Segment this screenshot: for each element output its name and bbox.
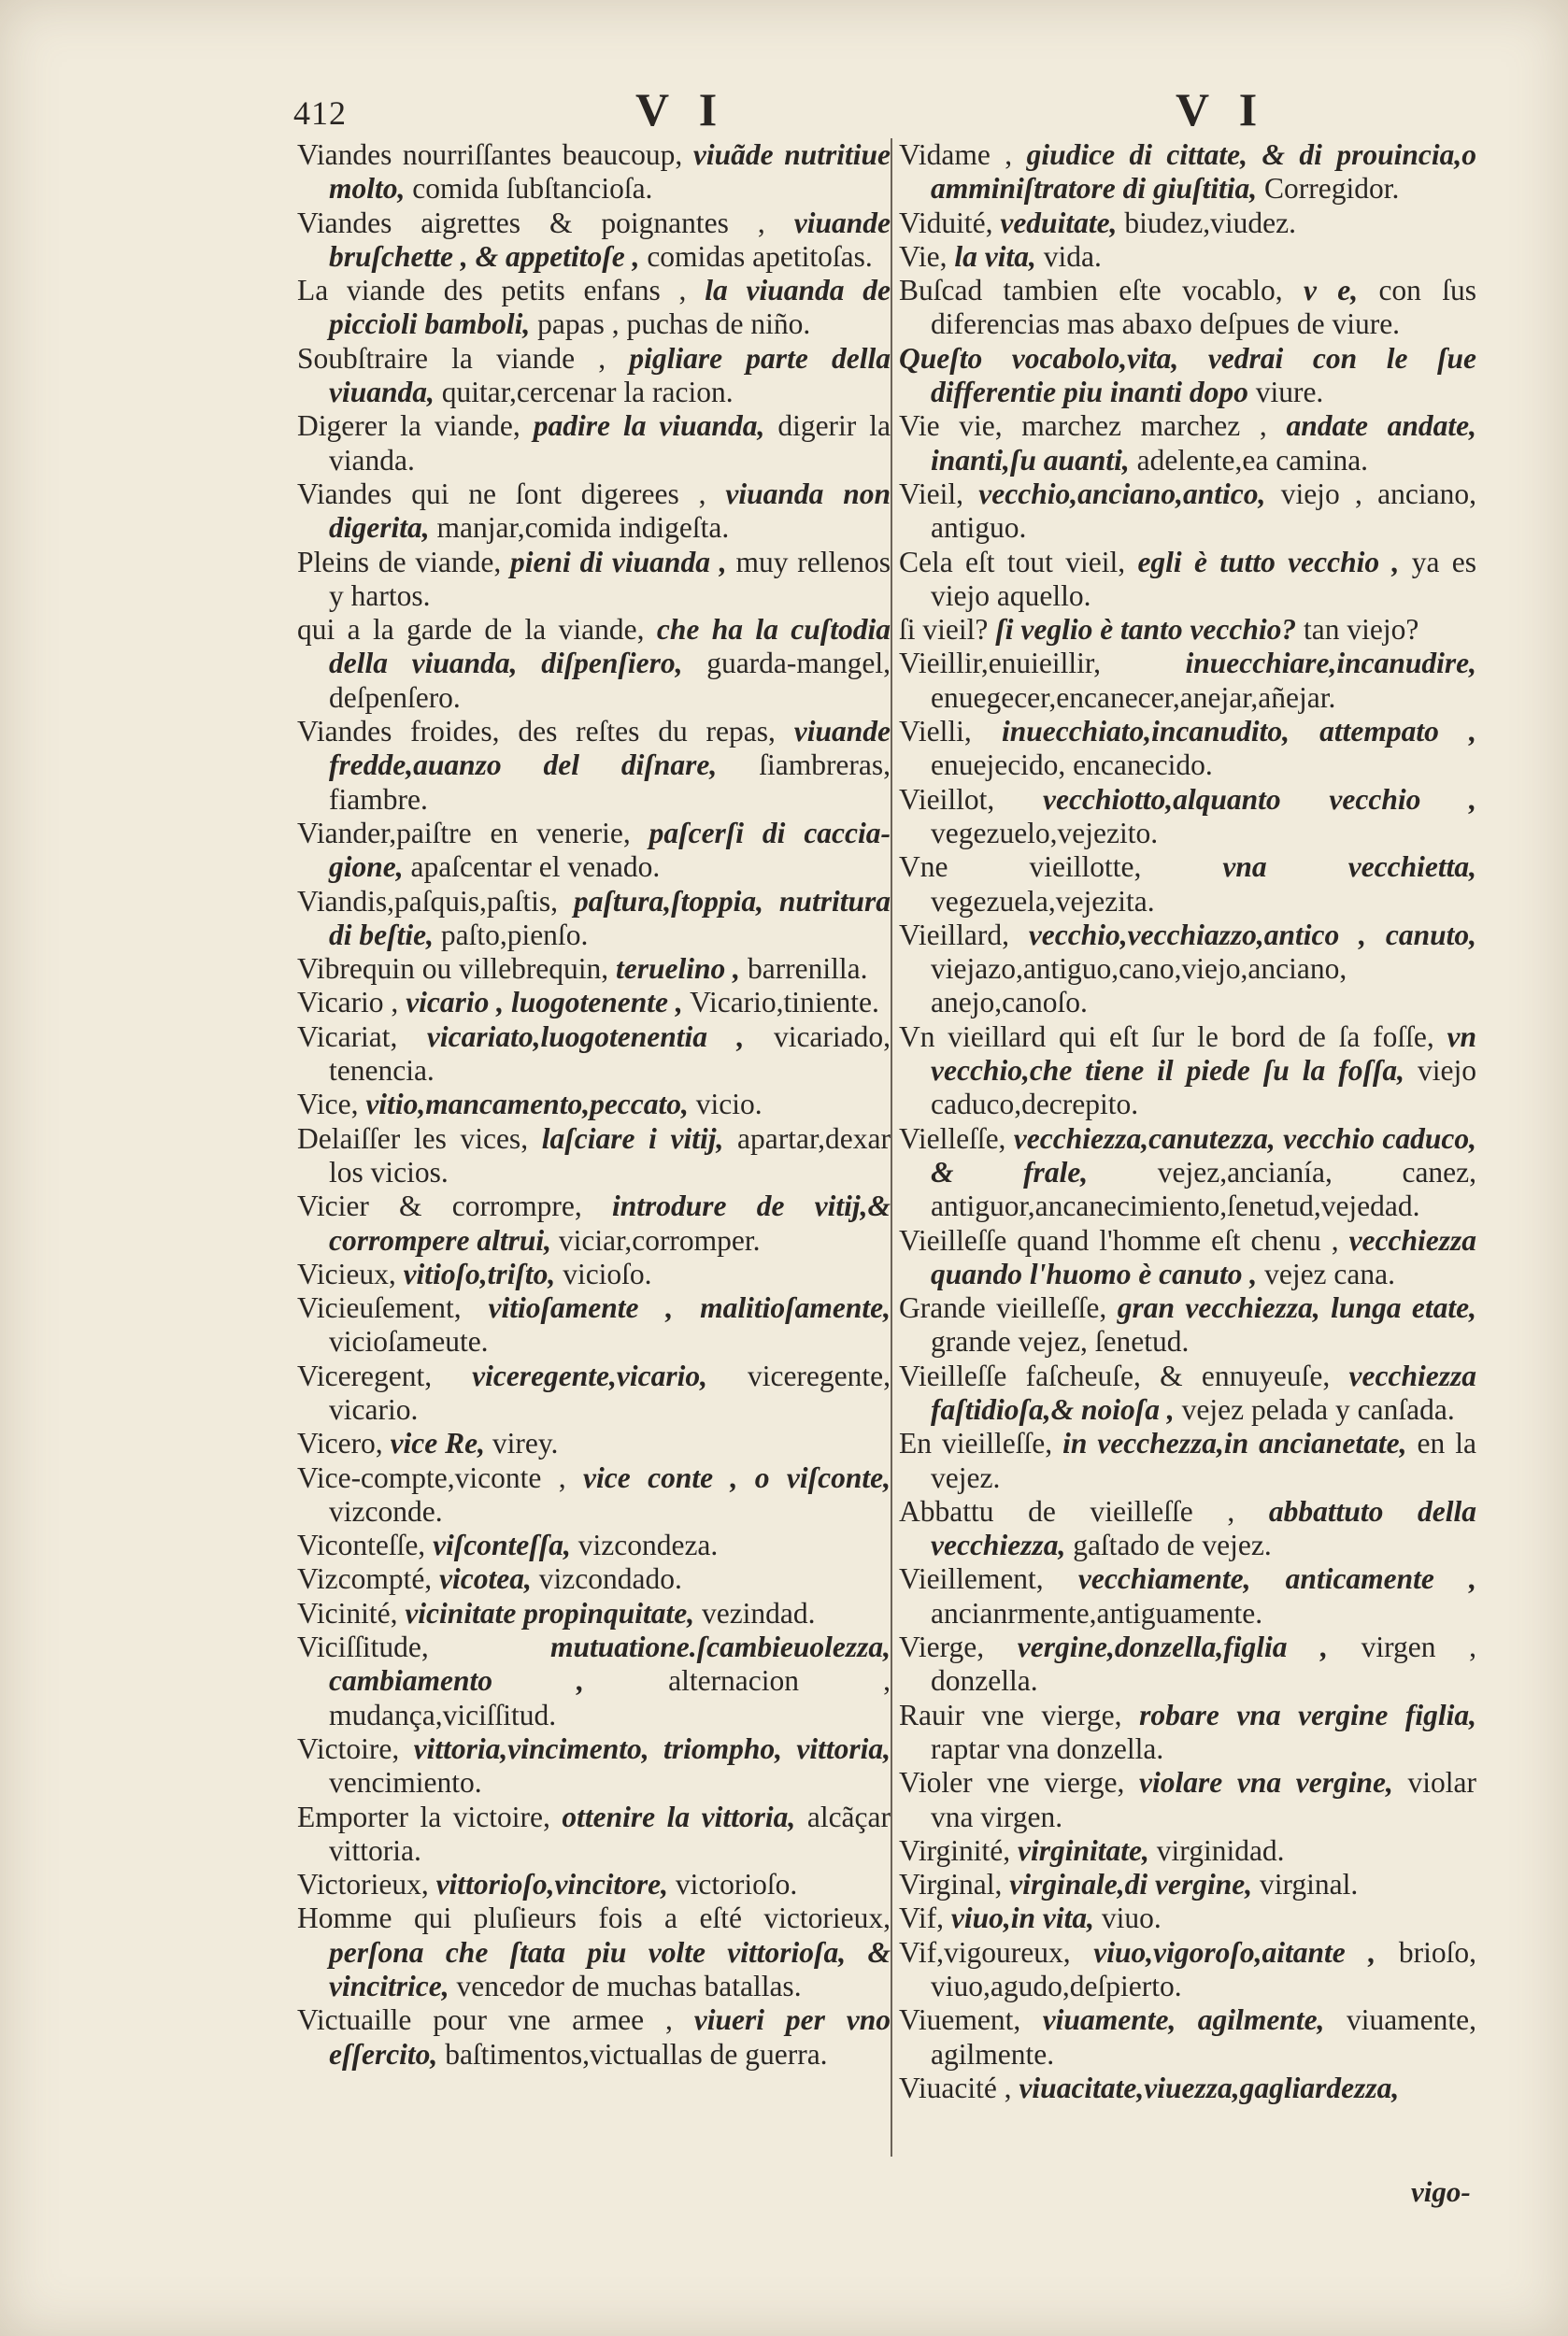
- entry-french: Viciſſitude,: [297, 1631, 429, 1664]
- entry-french: Virginité,: [899, 1833, 1011, 1867]
- entry-spanish: vida.: [1043, 239, 1102, 273]
- entry-french: En vieilleſſe,: [899, 1427, 1053, 1460]
- running-head-right: V I: [1176, 83, 1267, 135]
- dictionary-entry: [297, 1360, 891, 1428]
- entry-french: Vne vieillotte,: [899, 850, 1142, 884]
- entry-spanish: ſiambreras, fiambre.: [329, 748, 891, 816]
- entry-french: Rauir vne vierge,: [899, 1698, 1122, 1731]
- entry-italian: egli è tutto vecchio ,: [1137, 545, 1400, 578]
- entry-french: qui a la garde de la viande,: [297, 613, 645, 647]
- entry-french: Vice-compte,viconte ,: [297, 1460, 566, 1494]
- entry-french: Viandes aigrettes & poignantes ,: [297, 206, 765, 239]
- entry-french: Vidame ,: [899, 138, 1013, 171]
- entry-spanish: enuejecido, encanecido.: [931, 748, 1213, 782]
- entry-spanish: vicioſameute.: [329, 1325, 489, 1359]
- entry-french: Vieilleſſe faſcheuſe, & ennuyeuſe,: [899, 1359, 1331, 1392]
- entry-italian: vecchio,vecchiazzo,antico , canuto,: [1028, 918, 1476, 951]
- entry-italian: gran vecchiezza, lunga etate,: [1117, 1291, 1477, 1325]
- entry-spanish: vegezuelo,vejezito.: [931, 816, 1159, 849]
- entry-italian: viuande fredde,auanzo del diſnare,: [329, 715, 891, 782]
- entry-italian: viſconteſſa,: [433, 1529, 571, 1562]
- dictionary-entry: [899, 1631, 1476, 1699]
- entry-spanish: viejo , anciano, antiguo.: [931, 477, 1477, 545]
- entry-spanish: vencedor de muchas batallas.: [456, 1970, 802, 2003]
- entry-french: Viandes froides, des reſtes du repas,: [297, 715, 776, 748]
- entry-french: Viuement,: [899, 2003, 1021, 2037]
- entry-french: Viconteſſe,: [297, 1529, 426, 1562]
- entry-spanish: vejez pelada y canſada.: [1181, 1392, 1455, 1426]
- entry-spanish: grande vejez, ſenetud.: [931, 1325, 1190, 1359]
- entry-italian: laſciare i vitij,: [541, 1121, 724, 1155]
- entry-italian: vicinitate propinquitate,: [405, 1596, 695, 1630]
- dictionary-entry: [297, 1020, 891, 1089]
- entry-french: Vicier & corrompre,: [297, 1189, 582, 1223]
- dictionary-entry: [297, 986, 891, 1019]
- entry-italian: viceregente,vicario,: [472, 1359, 708, 1392]
- entry-italian: vergine,donzella,figlia ,: [1017, 1631, 1328, 1664]
- entry-italian: vicotea,: [439, 1562, 532, 1596]
- entry-italian: violare vna vergine,: [1139, 1766, 1393, 1800]
- dictionary-entry: [297, 1291, 891, 1360]
- entry-spanish: virginidad.: [1156, 1833, 1285, 1867]
- entry-spanish: viceregente, vicario.: [329, 1359, 891, 1426]
- entry-french: Viceregent,: [297, 1359, 433, 1392]
- entry-spanish: viejo caduco,decrepito.: [931, 1054, 1477, 1121]
- entry-french: Abbattu de vieilleſſe ,: [899, 1494, 1235, 1528]
- entry-italian: mutuatione.ſcambieuolezza, cambiamento ,: [329, 1631, 891, 1698]
- page-number: 412: [293, 94, 347, 132]
- entry-spanish: vejez,ancianía, canez, antiguor,ancanecimiento,ſenetud,vejedad.: [931, 1155, 1477, 1223]
- dictionary-entry: [297, 1801, 891, 1869]
- dictionary-entry: [899, 1291, 1476, 1360]
- dictionary-entry: [297, 1427, 891, 1460]
- entry-french: Vieillement,: [899, 1562, 1044, 1596]
- entry-french: Vizcompté,: [297, 1562, 433, 1596]
- entry-spanish: con ſus diferencias mas abaxo deſpues de viure.: [931, 274, 1477, 341]
- entry-italian: viuo,in vita,: [950, 1902, 1094, 1935]
- dictionary-entry: [899, 1868, 1476, 1902]
- running-head-left: V I: [635, 83, 727, 135]
- dictionary-entry: [297, 613, 891, 715]
- dictionary-entry: [899, 240, 1476, 274]
- dictionary-entry: [297, 1258, 891, 1291]
- entry-italian: pieni di viuanda ,: [510, 545, 727, 578]
- dictionary-entry: [297, 342, 891, 410]
- entry-french: Vierge,: [899, 1631, 985, 1664]
- entry-french: Vicero,: [297, 1427, 383, 1460]
- dictionary-entry: [899, 919, 1476, 1020]
- entry-french: Vielli,: [899, 715, 972, 748]
- entry-french: Grande vieilleſſe,: [899, 1291, 1107, 1325]
- dictionary-entry: [899, 715, 1476, 783]
- entry-spanish: Vicario,tiniente.: [690, 986, 879, 1019]
- dictionary-entry: [297, 1461, 891, 1530]
- entry-spanish: baſtimentos,victuallas de guerra.: [445, 2037, 828, 2071]
- entry-spanish: virginal.: [1260, 1868, 1359, 1902]
- entry-italian: vicario , luogotenente ,: [406, 986, 683, 1019]
- dictionary-entry: [297, 952, 891, 986]
- dictionary-entry: [899, 1766, 1476, 1834]
- entry-french: Viandes nourriſſantes beaucoup,: [297, 138, 683, 171]
- entry-italian: giudice di cittate, & di prouincia,o amminiſtratore di giuſtitia,: [931, 138, 1476, 206]
- entry-spanish: adelente,ea camina.: [1136, 443, 1369, 477]
- entry-french: Viuacité ,: [899, 2071, 1012, 2104]
- entry-spanish: alternacion , mudança,viciſſitud.: [329, 1664, 891, 1731]
- entry-spanish: vencimiento.: [329, 1766, 482, 1800]
- entry-italian: vittorioſo,vincitore,: [435, 1868, 669, 1902]
- dictionary-entry: [297, 207, 891, 275]
- entry-french: Digerer la viande,: [297, 409, 520, 443]
- entry-spanish: biudez,viudez.: [1124, 206, 1296, 239]
- entry-italian: andate andate, inanti,ſu auanti,: [931, 409, 1477, 477]
- entry-italian: vecchiezza quando l'huomo è canuto ,: [931, 1223, 1477, 1290]
- entry-spanish: vizcondeza.: [577, 1529, 719, 1562]
- dictionary-entry: [297, 1122, 891, 1190]
- entry-spanish: ya es viejo aquello.: [931, 545, 1477, 612]
- entry-spanish: gaſtado de vejez.: [1073, 1529, 1272, 1562]
- entry-spanish: vezindad.: [701, 1596, 816, 1630]
- entry-spanish: violar vna virgen.: [931, 1766, 1477, 1833]
- entry-spanish: victorioſo.: [675, 1868, 798, 1902]
- entry-french: Victoire,: [297, 1731, 400, 1765]
- entry-italian: vitio,mancamento,peccato,: [365, 1088, 689, 1121]
- entry-spanish: digerir la vianda.: [329, 409, 891, 477]
- entry-spanish: ancianrmente,antiguamente.: [931, 1596, 1263, 1630]
- entry-spanish: muy rellenos y hartos.: [329, 545, 891, 612]
- entry-spanish: virgen , donzella.: [931, 1631, 1477, 1698]
- entry-italian: paſtura,ſtoppia, nutritura di beſtie,: [329, 884, 891, 951]
- dictionary-entry: [899, 1562, 1476, 1631]
- dictionary-entry: [297, 715, 891, 817]
- entry-spanish: viuo.: [1101, 1902, 1162, 1935]
- entry-french: Victuaille pour vne armee ,: [297, 2003, 673, 2037]
- entry-spanish: enuegecer,encanecer,anejar,añejar.: [931, 680, 1336, 714]
- entry-spanish: barrenilla.: [747, 952, 868, 986]
- entry-french: Soubſtraire la viande ,: [297, 341, 606, 375]
- catchword: vigo-: [1411, 2175, 1471, 2208]
- dictionary-entry: [297, 1868, 891, 1902]
- entry-spanish: paſto,pienſo.: [440, 918, 589, 951]
- entry-spanish: Corregidor.: [1264, 172, 1400, 206]
- dictionary-entry: [297, 1088, 891, 1121]
- entry-french: Viandis,paſquis,paſtis,: [297, 884, 558, 918]
- entry-italian: padire la viuanda,: [533, 409, 765, 443]
- dictionary-entry: [899, 1360, 1476, 1428]
- entry-italian: ſi veglio è tanto vecchio?: [995, 613, 1297, 647]
- entry-french: Vif,: [899, 1902, 944, 1935]
- entry-italian: vecchiezza,canutezza, vecchio caduco, & frale,: [931, 1121, 1477, 1189]
- entry-french: Cela eſt tout vieil,: [899, 545, 1126, 578]
- entry-italian: inuecchiare,incanudire,: [1185, 647, 1476, 680]
- entry-italian: viuacitate,viuezza,gagliardezza,: [1019, 2071, 1400, 2104]
- entry-spanish: vegezuela,vejezita.: [931, 884, 1155, 918]
- dictionary-entry: [297, 1902, 891, 2003]
- dictionary-entry: [899, 647, 1476, 715]
- entry-italian: virginitate,: [1018, 1833, 1149, 1867]
- entry-italian: la viuanda de piccioli bamboli,: [329, 274, 891, 341]
- dictionary-entry: [297, 1631, 891, 1732]
- dictionary-entry: [297, 1597, 891, 1631]
- left-column: [297, 138, 891, 2072]
- entry-italian: vicariato,luogotenentia ,: [426, 1019, 745, 1053]
- entry-spanish: vejez cana.: [1264, 1257, 1395, 1290]
- entry-italian: introdure de vitij,& corrompere altrui,: [329, 1189, 891, 1257]
- dictionary-entry: [297, 817, 891, 885]
- entry-italian: viueri per vno eſſercito,: [329, 2003, 891, 2071]
- entry-spanish: apartar,dexar los vicios.: [329, 1121, 891, 1189]
- dictionary-entry: [899, 613, 1476, 647]
- right-column: [899, 138, 1476, 2105]
- entry-french: Vicinité,: [297, 1596, 398, 1630]
- entry-french: Homme qui pluſieurs fois a eſté victorieux,: [297, 1902, 891, 1935]
- entry-italian: in vecchezza,in ancianetate,: [1062, 1427, 1407, 1460]
- entry-french: Vibrequin ou villebrequin,: [297, 952, 609, 986]
- dictionary-entry: [297, 2003, 891, 2072]
- entry-italian: vecchio,anciano,antico,: [978, 477, 1266, 510]
- dictionary-entry: [297, 1732, 891, 1801]
- entry-italian: vecchiamente, anticamente ,: [1077, 1562, 1477, 1596]
- dictionary-entry: [899, 2003, 1476, 2072]
- entry-italian: vecchiezza faſtidioſa,& noioſa ,: [931, 1359, 1476, 1426]
- entry-french: Vicariat,: [297, 1019, 398, 1053]
- entry-french: Vie,: [899, 239, 948, 273]
- entry-italian: veduitate,: [1000, 206, 1118, 239]
- dictionary-entry: [899, 207, 1476, 240]
- entry-spanish: vicariado, tenencia.: [329, 1019, 891, 1088]
- entry-italian: virginale,di vergine,: [1009, 1868, 1253, 1902]
- dictionary-entry: [899, 1427, 1476, 1495]
- entry-french: Vicieuſement,: [297, 1291, 462, 1325]
- dictionary-entry: [297, 477, 891, 546]
- entry-italian: vitioſamente , malitioſamente,: [488, 1291, 891, 1325]
- entry-italian: viuande bruſchette , & appetitoſe ,: [329, 206, 891, 273]
- entry-spanish: apaſcentar el venado.: [410, 850, 661, 884]
- dictionary-entry: [297, 546, 891, 614]
- entry-french: Vie vie, marchez marchez ,: [899, 409, 1267, 443]
- entry-french: La viande des petits enfans ,: [297, 274, 687, 307]
- entry-italian: la vita,: [954, 239, 1036, 273]
- dictionary-entry: [899, 783, 1476, 851]
- entry-italian: teruelino ,: [616, 952, 741, 986]
- column-divider: [891, 138, 892, 2157]
- entry-spanish: quitar,cercenar la racion.: [441, 376, 734, 409]
- entry-french: Pleins de viande,: [297, 545, 502, 578]
- entry-french: ſi vieil?: [899, 613, 989, 647]
- entry-italian: vice Re,: [390, 1427, 485, 1460]
- dictionary-entry: [899, 1122, 1476, 1224]
- dictionary-entry: [899, 138, 1476, 207]
- entry-spanish: viure.: [1255, 376, 1324, 409]
- dictionary-entry: [899, 342, 1476, 410]
- entry-spanish: vizconde.: [329, 1494, 443, 1528]
- entry-spanish: vizcondado.: [538, 1562, 682, 1596]
- entry-spanish: vicio.: [695, 1088, 763, 1121]
- entry-french: Viandes qui ne ſont digerees ,: [297, 477, 706, 510]
- entry-spanish: tan viejo?: [1304, 613, 1419, 647]
- entry-italian: vitioſo,triſto,: [403, 1257, 556, 1290]
- entry-italian: pigliare parte della viuanda,: [329, 341, 891, 409]
- entry-french: Vieillard,: [899, 918, 1009, 951]
- entry-spanish: viejazo,antiguo,cano,viejo,anciano, anejo,canoſo.: [931, 952, 1347, 1019]
- dictionary-entry: [899, 1936, 1476, 2004]
- dictionary-entry: [899, 850, 1476, 919]
- entry-french: Victorieux,: [297, 1868, 429, 1902]
- dictionary-entry: [899, 1699, 1476, 1767]
- entry-spanish: guarda-mangel, deſpenſero.: [329, 647, 891, 714]
- entry-french: Vielleſſe,: [899, 1121, 1006, 1155]
- dictionary-entry: [297, 885, 891, 953]
- entry-french: Vn vieillard qui eſt ſur le bord de ſa foſſe,: [899, 1019, 1434, 1053]
- entry-italian: inuecchiato,incanudito, attempato ,: [1001, 715, 1476, 748]
- entry-italian: perſona che ſtata piu volte vittorioſa, & vincitrice,: [329, 1935, 891, 2003]
- entry-french: Vicario ,: [297, 986, 399, 1019]
- entry-italian: vecchiotto,alquanto vecchio ,: [1043, 782, 1477, 816]
- entry-italian: viuanda non digerita,: [329, 477, 891, 545]
- dictionary-entry: [899, 1224, 1476, 1292]
- entry-french: Virginal,: [899, 1868, 1003, 1902]
- entry-spanish: vicioſo.: [563, 1257, 652, 1290]
- entry-french: Emporter la victoire,: [297, 1800, 550, 1833]
- dictionary-entry: [297, 409, 891, 477]
- entry-italian: robare vna vergine figlia,: [1139, 1698, 1476, 1731]
- dictionary-entry: [899, 1834, 1476, 1868]
- dictionary-entry: [297, 1189, 891, 1258]
- entry-french: Vif,vigoureux,: [899, 1935, 1071, 1969]
- entry-italian: abbattuto della vecchiezza,: [931, 1494, 1477, 1562]
- dictionary-entry: [297, 1529, 891, 1562]
- dictionary-entry: [297, 274, 891, 342]
- entry-spanish: papas , puchas de niño.: [537, 307, 811, 341]
- entry-spanish: raptar vna donzella.: [931, 1731, 1164, 1765]
- entry-spanish: viciar,corromper.: [558, 1223, 761, 1257]
- entry-italian: vittoria,vincimento, triompho, vittoria,: [413, 1731, 891, 1765]
- entry-spanish: alcãçar vittoria.: [329, 1800, 891, 1867]
- entry-spanish: en la vejez.: [931, 1427, 1477, 1494]
- entry-french: Violer vne vierge,: [899, 1766, 1125, 1800]
- entry-italian: vna vecchietta,: [1222, 850, 1477, 884]
- entry-french: Vicieux,: [297, 1257, 396, 1290]
- entry-spanish: comida ſubſtancioſa.: [412, 172, 653, 206]
- entry-italian: viuãde nutritiue molto,: [329, 138, 891, 206]
- entry-french: Vice,: [297, 1088, 359, 1121]
- dictionary-entry: [899, 1020, 1476, 1122]
- entry-italian: v e,: [1303, 274, 1359, 307]
- entry-spanish: comidas apetitoſas.: [647, 239, 873, 273]
- entry-french: Vieillir,enuieillir,: [899, 647, 1102, 680]
- entry-french: Vieil,: [899, 477, 963, 510]
- dictionary-entry: [899, 546, 1476, 614]
- entry-italian: paſcerſi di caccia-gione,: [329, 816, 891, 884]
- dictionary-entry: [899, 1495, 1476, 1563]
- dictionary-entry: [899, 1902, 1476, 1935]
- entry-spanish: manjar,comida indigeſta.: [436, 511, 730, 545]
- dictionary-entry: [297, 1562, 891, 1596]
- entry-italian: Queſto vocabolo,vita, vedrai con le ſue differentie piu inanti dopo: [899, 341, 1476, 409]
- entry-italian: viuamente, agilmente,: [1042, 2003, 1325, 2037]
- entry-italian: viuo,vigoroſo,aitante ,: [1093, 1935, 1376, 1969]
- entry-italian: che ha la cuſtodia della viuanda, diſpenſiero,: [329, 613, 891, 680]
- entry-italian: vn vecchio,che tiene il piede ſu la foſſa,: [931, 1019, 1476, 1088]
- entry-french: Viduité,: [899, 206, 993, 239]
- entry-spanish: viuamente, agilmente.: [931, 2003, 1477, 2071]
- entry-french: Viander,paiſtre en venerie,: [297, 816, 631, 849]
- dictionary-entry: [899, 2072, 1476, 2105]
- entry-french: Vieilleſſe quand l'homme eſt chenu ,: [899, 1223, 1339, 1257]
- dictionary-entry: [297, 138, 891, 207]
- entry-french: Vieillot,: [899, 782, 995, 816]
- entry-spanish: brioſo, viuo,agudo,deſpierto.: [931, 1935, 1476, 2003]
- dictionary-entry: [899, 477, 1476, 546]
- entry-italian: ottenire la vittoria,: [562, 1800, 796, 1833]
- entry-french: Buſcad tambien eſte vocablo,: [899, 274, 1283, 307]
- dictionary-entry: [899, 409, 1476, 477]
- dictionary-entry: [899, 274, 1476, 342]
- entry-french: Delaiſſer les vices,: [297, 1121, 529, 1155]
- entry-spanish: virey.: [492, 1427, 559, 1460]
- entry-italian: vice conte , o viſconte,: [583, 1460, 891, 1494]
